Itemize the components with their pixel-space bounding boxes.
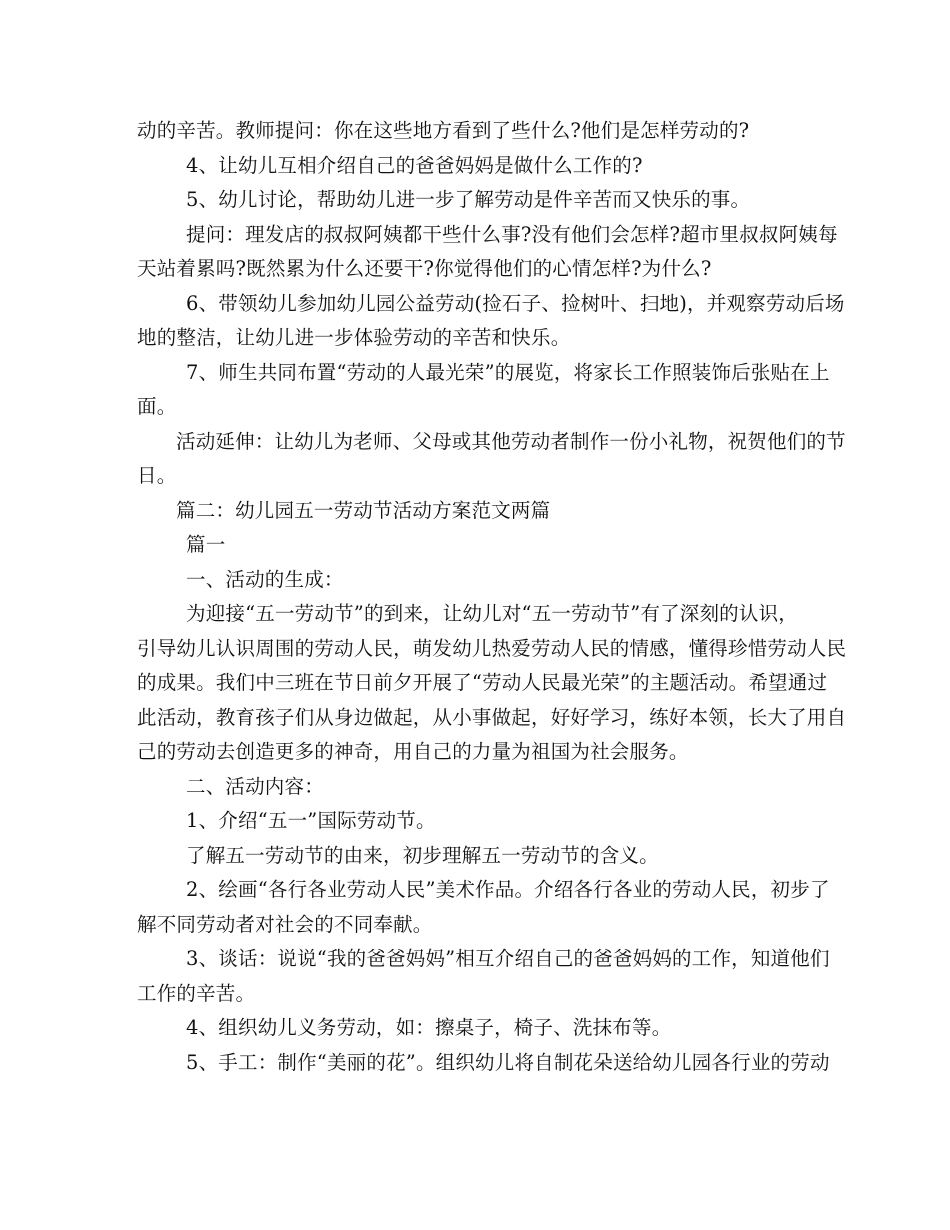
paragraph-line: 地的整洁，让幼儿进一步体验劳动的辛苦和快乐。 bbox=[137, 326, 571, 349]
list-item-3: 3、谈话：说说“我的爸爸妈妈”相互介绍自己的爸爸妈妈的工作，知道他们 bbox=[186, 947, 830, 970]
list-item-5: 5、幼儿讨论，帮助幼儿进一步了解劳动是件辛苦而又快乐的事。 bbox=[186, 188, 751, 211]
list-item-7: 7、师生共同布置“劳动的人最光荣”的展览，将家长工作照装饰后张贴在上 bbox=[186, 361, 830, 384]
paragraph-line: 工作的辛苦。 bbox=[137, 982, 256, 1005]
paragraph-line: 此活动，教育孩子们从身边做起，从小事做起，好好学习，练好本领，长大了用自 bbox=[137, 706, 847, 729]
paragraph-line: 的成果。我们中三班在节日前夕开展了“劳动人民最光荣”的主题活动。希望通过 bbox=[137, 671, 828, 694]
section-heading: 篇二：幼儿园五一劳动节活动方案范文两篇 bbox=[176, 499, 551, 522]
list-item-2: 2、绘画“各行各业劳动人民”美术作品。介绍各行各业的劳动人民，初步了 bbox=[186, 878, 830, 901]
paragraph-line: 为迎接“五一劳动节”的到来，让幼儿对“五一劳动节”有了深刻的认识， bbox=[186, 602, 798, 625]
paragraph-line: 日。 bbox=[137, 464, 177, 487]
paragraph-line: 动的辛苦。教师提问：你在这些地方看到了些什么?他们是怎样劳动的? bbox=[137, 119, 750, 142]
paragraph-line: 引导幼儿认识周围的劳动人民，萌发幼儿热爱劳动人民的情感，懂得珍惜劳动人民 bbox=[137, 637, 847, 660]
paragraph-line: 了解五一劳动节的由来，初步理解五一劳动节的含义。 bbox=[186, 844, 659, 867]
list-item-5b: 5、手工：制作“美丽的花”。组织幼儿将自制花朵送给幼儿园各行业的劳动 bbox=[186, 1051, 830, 1074]
list-item-4: 4、让幼儿互相介绍自己的爸爸妈妈是做什么工作的? bbox=[186, 154, 643, 177]
paragraph-line: 天站着累吗?既然累为什么还要干?你觉得他们的心情怎样?为什么? bbox=[137, 257, 712, 280]
activity-extension: 活动延伸：让幼儿为老师、父母或其他劳动者制作一份小礼物，祝贺他们的节 bbox=[176, 430, 846, 453]
paragraph-line: 面。 bbox=[137, 395, 177, 418]
paragraph-line: 解不同劳动者对社会的不同奉献。 bbox=[137, 913, 433, 936]
list-item-4b: 4、组织幼儿义务劳动，如：擦桌子，椅子、洗抹布等。 bbox=[186, 1016, 672, 1039]
list-item-6: 6、带领幼儿参加幼儿园公益劳动(捡石子、捡树叶、扫地)，并观察劳动后场 bbox=[186, 292, 845, 315]
section-title-generation: 一、活动的生成： bbox=[186, 568, 344, 591]
list-item-1: 1、介绍“五一”国际劳动节。 bbox=[186, 809, 436, 832]
subsection-heading: 篇一 bbox=[186, 533, 226, 556]
paragraph-line: 己的劳动去创造更多的神奇，用自己的力量为祖国为社会服务。 bbox=[137, 740, 689, 763]
question-line: 提问：理发店的叔叔阿姨都干些什么事?没有他们会怎样?超市里叔叔阿姨每 bbox=[186, 223, 838, 246]
section-title-content: 二、活动内容： bbox=[186, 775, 324, 798]
